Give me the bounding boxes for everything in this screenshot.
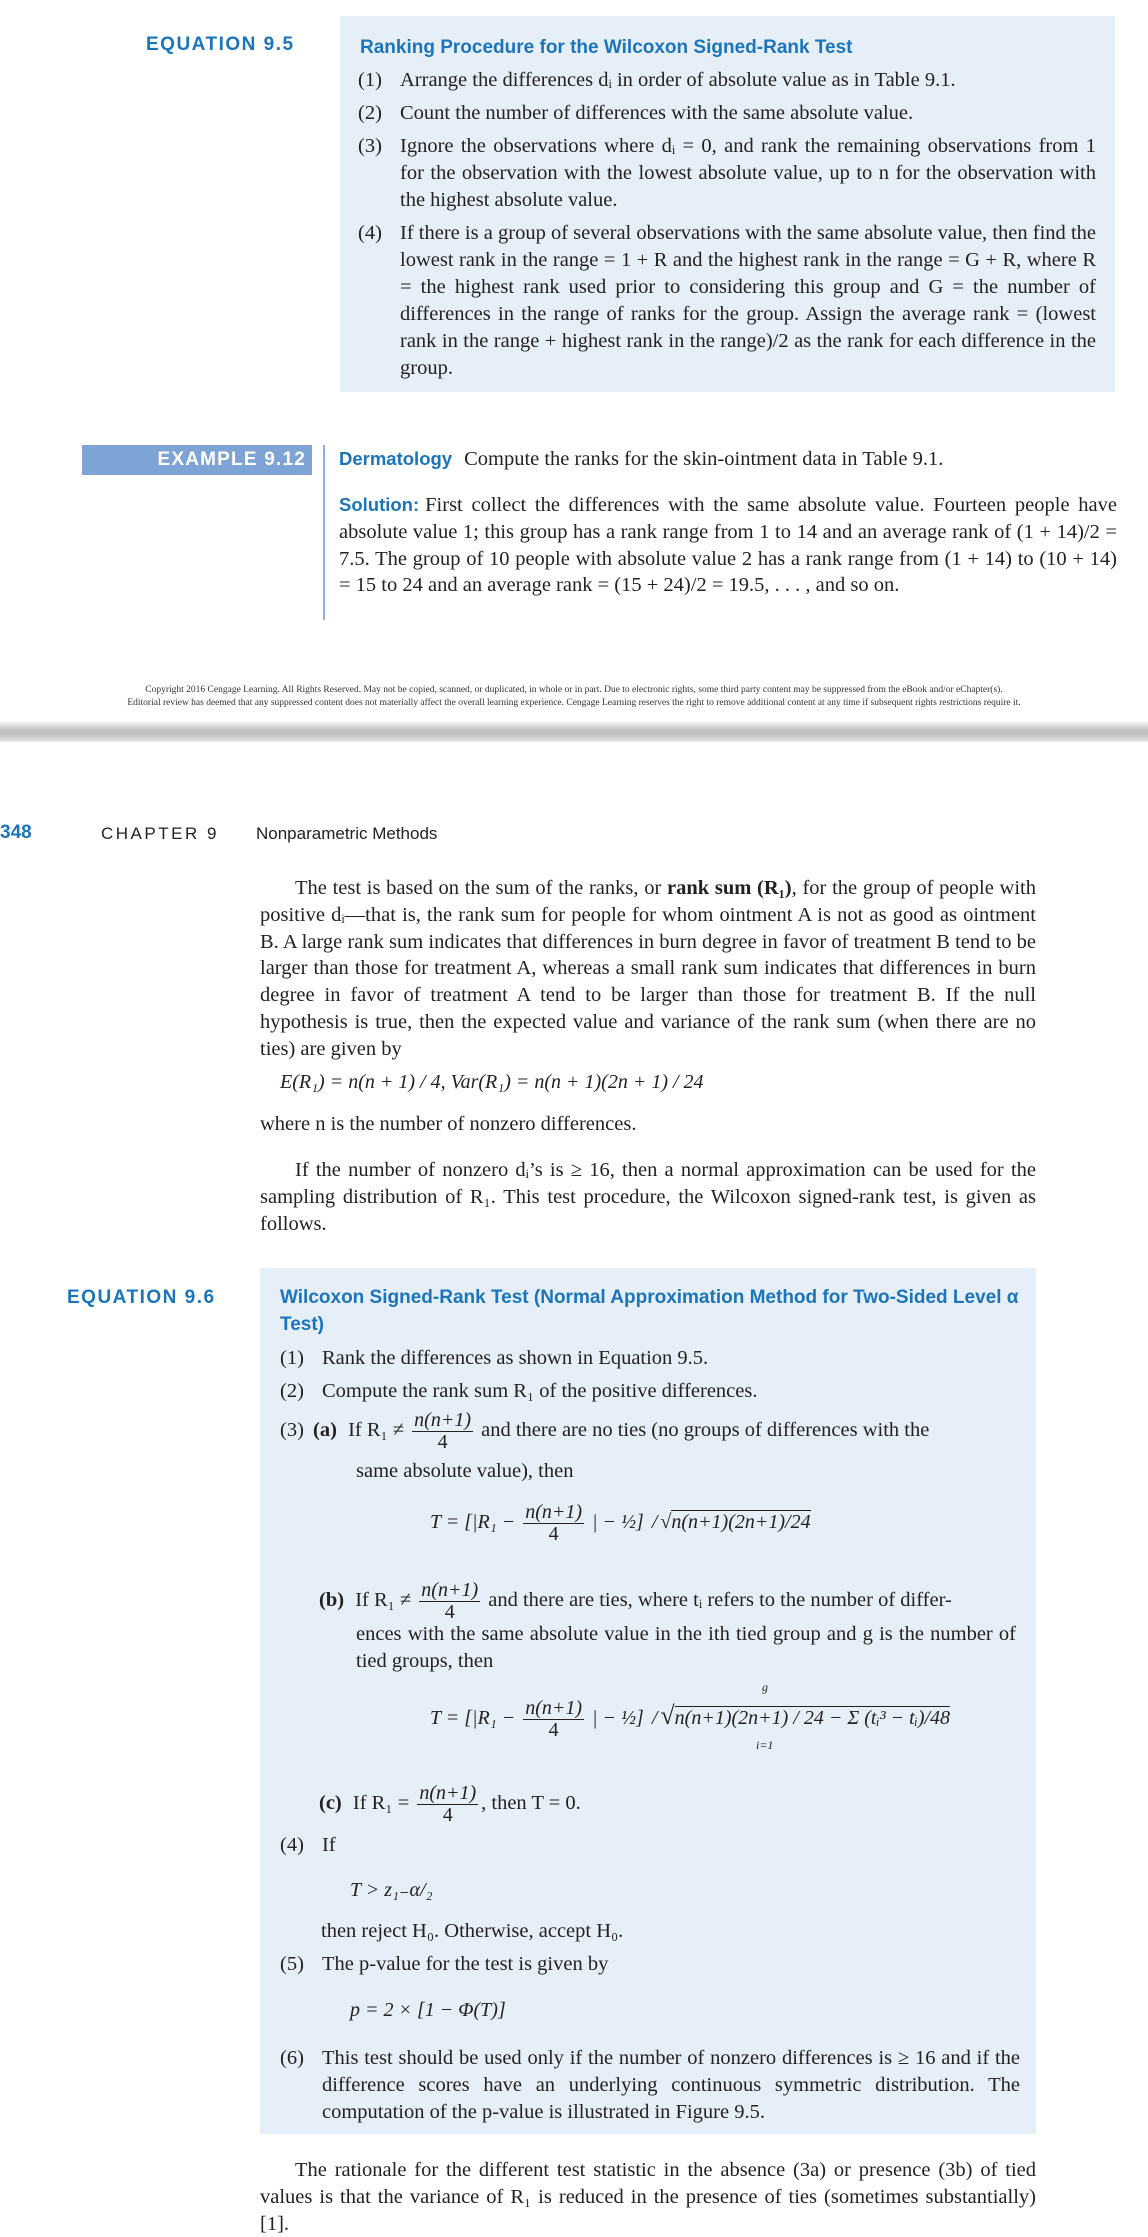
formula-5: p = 2 × [1 − Φ(T)] <box>350 1999 506 2021</box>
eq96-item-4-text: then reject H₀. Otherwise, accept H₀. <box>321 1920 624 1942</box>
eq95-item-2: (2) Count the number of differences with the same absolute value. <box>358 102 914 124</box>
eq96-item-3b-line2: ences with the same absolute value in the ith tied group and g is the number of tied groups, then <box>356 1623 1016 1672</box>
eq96-item-4: (4) If <box>280 1834 336 1856</box>
eq95-item-1: (1) Arrange the differences dᵢ in order of absolute value as in Table 9.1. <box>358 69 956 91</box>
formula-4: T > z₁₋α/₂ <box>350 1879 433 1901</box>
equation-9-6-box <box>260 1268 1036 2134</box>
page-number: 348 <box>0 822 32 843</box>
eq96-item-6: (6) This test should be used only if the number of nonzero differences is ≥ 16 and if the difference scores have an underlying continuous symmetric distribution. The computation of the p-value is illustrated in Figure 9.5. <box>280 2047 1020 2123</box>
example-9-12-solution <box>339 492 1117 599</box>
example-9-12-question: Dermatology Compute the ranks for the skin-ointment data in Table 9.1. <box>339 448 944 470</box>
equation-9-5-box <box>340 16 1115 392</box>
equation-9-6-label: EQUATION 9.6 <box>67 1287 216 1308</box>
paragraph-3: The rationale for the different test statistic in the absence (3a) or presence (3b) of tied values is that the variance of R₁ is reduced in the presence of ties (sometimes substantially) [1]. <box>260 2159 1036 2235</box>
eq96-item-2: (2) Compute the rank sum R₁ of the positive differences. <box>280 1380 758 1402</box>
copyright-notice: Copyright 2016 Cengage Learning. All Rights Reserved. May not be copied, scanned, or duplicated, in whole or in part. Due to electronic rights, some third party content may be suppressed from the eBook and/or eChapter(s). Editorial review has deemed that any suppressed content does not materially affect the overall learning experience. Cengage Learning reserves the right to remove additional content at any time if subsequent rights restrictions require it. <box>127 685 1021 708</box>
equation-9-5-label: EQUATION 9.5 <box>146 34 295 55</box>
example-topic: Dermatology <box>339 448 453 469</box>
eq96-item-3a: (3) (a) If R₁ ≠ $\frac{n(n+1)}{4}$ and there are no ties (no groups of differences with the <box>280 1409 930 1453</box>
example-9-12-label: EXAMPLE 9.12 <box>82 445 312 475</box>
eq95-item-3: (3) Ignore the observations where dᵢ = 0, and rank the remaining observations from 1 for the observation with the lowest absolute value, up to n for the observation with the highest absolute value. <box>358 135 1096 211</box>
sum-lower-limit: i=1 <box>756 1738 774 1752</box>
expected-value-formula: E(R₁) = n(n + 1) / 4, Var(R₁) = n(n + 1)(2n + 1) / 24 <box>280 1071 704 1093</box>
eq95-item-4: (4) If there is a group of several observations with the same absolute value, then find the lowest rank in the range = 1 + R and the highest rank in the range = G + R, where R = the highest rank used prior to considering this group and G = the number of differences in the range of ranks for the group. Assign the average rank = (lowest rank in the range + highest rank in the range)/2 as the rank for each difference in the group. <box>358 222 1096 379</box>
paragraph-2: If the number of nonzero dᵢ’s is ≥ 16, then a normal approximation can be used for the sampling distribution of R₁. This test procedure, the Wilcoxon signed-rank test, is given as follows. <box>260 1159 1036 1235</box>
sum-upper-limit: g <box>762 1680 768 1694</box>
equation-9-5-title: Ranking Procedure for the Wilcoxon Signed-Rank Test <box>360 37 853 58</box>
example-divider <box>323 445 325 620</box>
where-text: where n is the number of nonzero differences. <box>260 1113 637 1135</box>
eq96-item-1: (1) Rank the differences as shown in Equation 9.5. <box>280 1347 709 1369</box>
paragraph-1: The test is based on the sum of the ranks, or rank sum (R₁), for the group of people with positive dᵢ—that is, the rank sum for people for whom ointment A is not as good as ointment B. A large rank sum indicates that differences in burn degree in favor of treatment B tend to be larger than those for treatment A, whereas a small rank sum indicates that differences in burn degree in favor of treatment A tend to be larger than those for treatment B. If the null hypothesis is true, then the expected value and variance of the rank sum (when there are no ties) are given by <box>260 877 1036 1060</box>
eq96-item-3c: (c) If R₁ = $\frac{n(n+1)}{4}$ , then T = 0. <box>319 1782 581 1826</box>
solution-label: Solution: <box>339 494 420 515</box>
eq96-item-3b: (b) If R₁ ≠ $\frac{n(n+1)}{4}$ and there are ties, where tᵢ refers to the number of differ- <box>319 1579 952 1623</box>
equation-9-6-title: Wilcoxon Signed-Rank Test (Normal Approximation Method for Two-Sided Level α Test) <box>280 1287 1019 1335</box>
rank-sum-term: rank sum (R₁) <box>666 877 792 899</box>
chapter-label: CHAPTER 9 <box>101 824 219 843</box>
page-break <box>0 720 1148 742</box>
chapter-title: Nonparametric Methods <box>256 824 438 843</box>
solution-text: First collect the differences with the same absolute value. Fourteen people have absolute value 1; this group has a rank range from 1 to 14 and an average rank of (1 + 14)/2 = 7.5. The group of 10 people with absolute value 2 has a rank range from (1 + 14) to (10 + 14) = 15 to 24 and an average rank = (15 + 24)/2 = 19.5, . . . , and so on. <box>339 494 1117 597</box>
formula-3a: T = [|R₁ − $\frac{n(n+1)}{4}$ | − ½] / √n(n+1)(2n+1)/24 <box>430 1501 811 1545</box>
eq96-item-5: (5) The p-value for the test is given by <box>280 1953 609 1975</box>
formula-3b: T = [|R₁ − $\frac{n(n+1)}{4}$ | − ½] / √n(n+1)(2n+1) / 24 − Σ (tᵢ³ − tᵢ)/48 <box>430 1697 951 1741</box>
eq96-item-3a-line2: same absolute value), then <box>356 1460 574 1482</box>
